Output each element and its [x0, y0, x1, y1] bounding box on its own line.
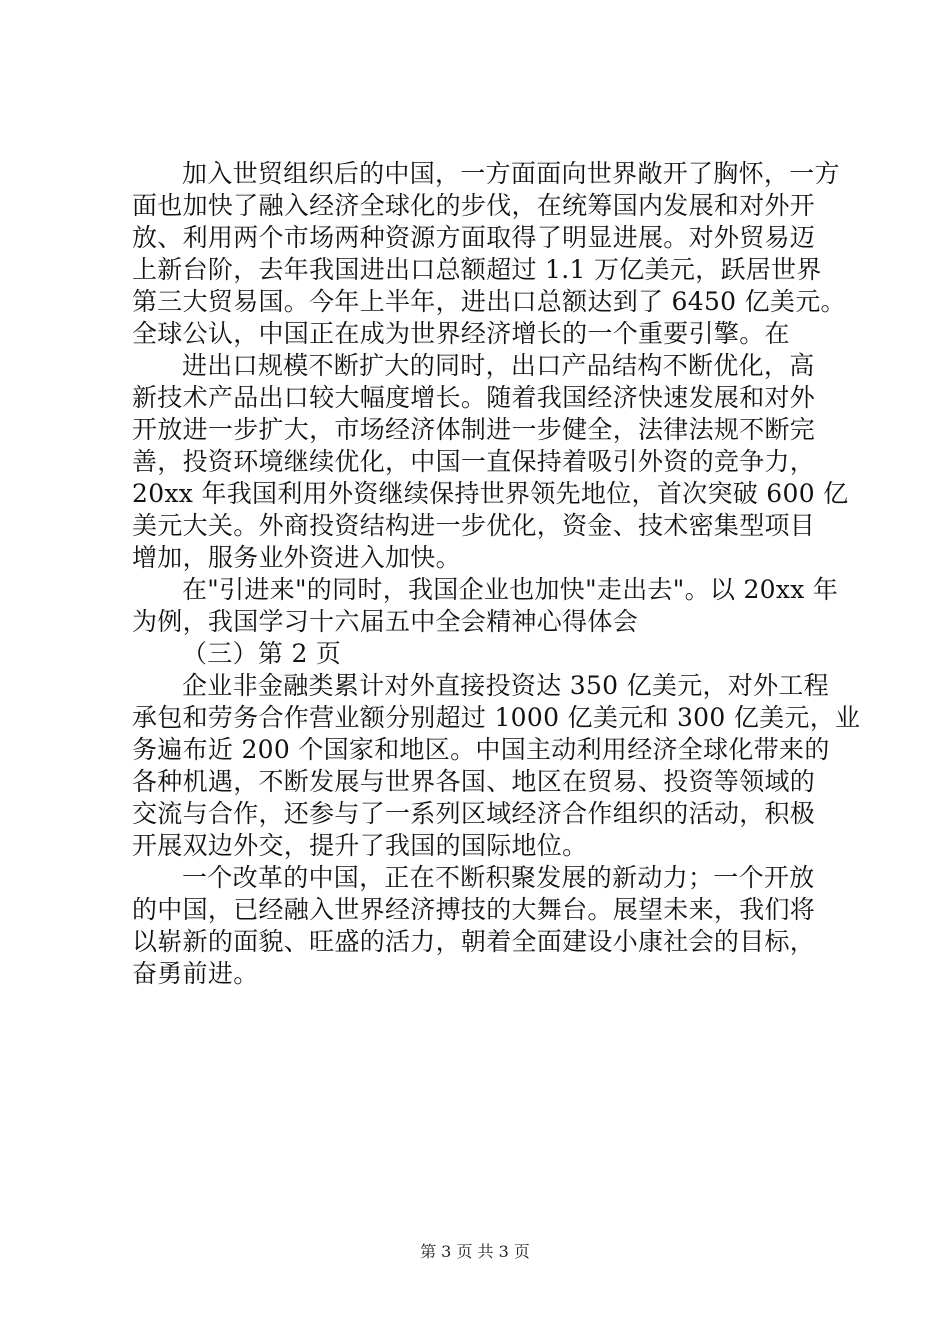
- paragraph-5: [132, 670, 861, 862]
- text-line: 20xx 年我国利用外资继续保持世界领先地位，首次突破 600 亿: [132, 479, 849, 508]
- text-line: 务遍布近 200 个国家和地区。中国主动利用经济全球化带来的: [132, 735, 830, 764]
- text-line: 各种机遇，不断发展与世界各国、地区在贸易、投资等领域的: [132, 767, 816, 796]
- text-line: 在"引进来"的同时，我国企业也加快"走出去"。以 20xx 年: [182, 575, 839, 604]
- text-line: 开放进一步扩大，市场经济体制进一步健全，法律法规不断完: [132, 415, 816, 444]
- text-line: 第三大贸易国。今年上半年，进出口总额达到了 6450 亿美元。: [132, 287, 846, 316]
- page-number: 第 3 页 共 3 页: [420, 1242, 530, 1261]
- text-line: 企业非金融类累计对外直接投资达 350 亿美元，对外工程: [182, 671, 830, 700]
- text-line: 为例，我国学习十六届五中全会精神心得体会: [132, 607, 639, 636]
- text-line: 上新台阶，去年我国进出口总额超过 1.1 万亿美元，跃居世界: [132, 255, 822, 284]
- text-line: 以崭新的面貌、旺盛的活力，朝着全面建设小康社会的目标，: [132, 927, 816, 956]
- text-line: 的中国，已经融入世界经济搏技的大舞台。展望未来，我们将: [132, 895, 816, 924]
- text-line: 交流与合作，还参与了一系列区域经济合作组织的活动，积极: [132, 799, 816, 828]
- text-line: 加入世贸组织后的中国，一方面面向世界敞开了胸怀，一方: [182, 159, 840, 188]
- paragraph-6: [132, 862, 832, 990]
- text-line: 全球公认，中国正在成为世界经济增长的一个重要引擎。在: [132, 319, 790, 348]
- text-line: 新技术产品出口较大幅度增长。随着我国经济快速发展和对外: [132, 383, 816, 412]
- text-line: 开展双边外交，提升了我国的国际地位。: [132, 831, 588, 860]
- text-line: 善，投资环境继续优化，中国一直保持着吸引外资的竞争力，: [132, 447, 816, 476]
- text-line: 面也加快了融入经济全球化的步伐，在统筹国内发展和对外开: [132, 191, 816, 220]
- text-line: 奋勇前进。: [132, 959, 259, 988]
- text-line: 放、利用两个市场两种资源方面取得了明显进展。对外贸易迈: [132, 223, 816, 252]
- document-body: [132, 158, 861, 990]
- page-footer: [0, 1242, 950, 1262]
- text-line: 一个改革的中国，正在不断积聚发展的新动力；一个开放: [182, 863, 815, 892]
- paragraph-4: [132, 638, 832, 670]
- text-line: 承包和劳务合作营业额分别超过 1000 亿美元和 300 亿美元，业: [132, 703, 861, 732]
- paragraph-2: [132, 350, 849, 574]
- paragraph-1: [132, 158, 846, 350]
- text-line: 进出口规模不断扩大的同时，出口产品结构不断优化，高: [182, 351, 815, 380]
- text-line: 美元大关。外商投资结构进一步优化，资金、技术密集型项目: [132, 511, 816, 540]
- paragraph-3: [132, 574, 839, 638]
- section-marker: （三）第 2 页: [182, 639, 342, 668]
- text-line: 增加，服务业外资进入加快。: [132, 543, 461, 572]
